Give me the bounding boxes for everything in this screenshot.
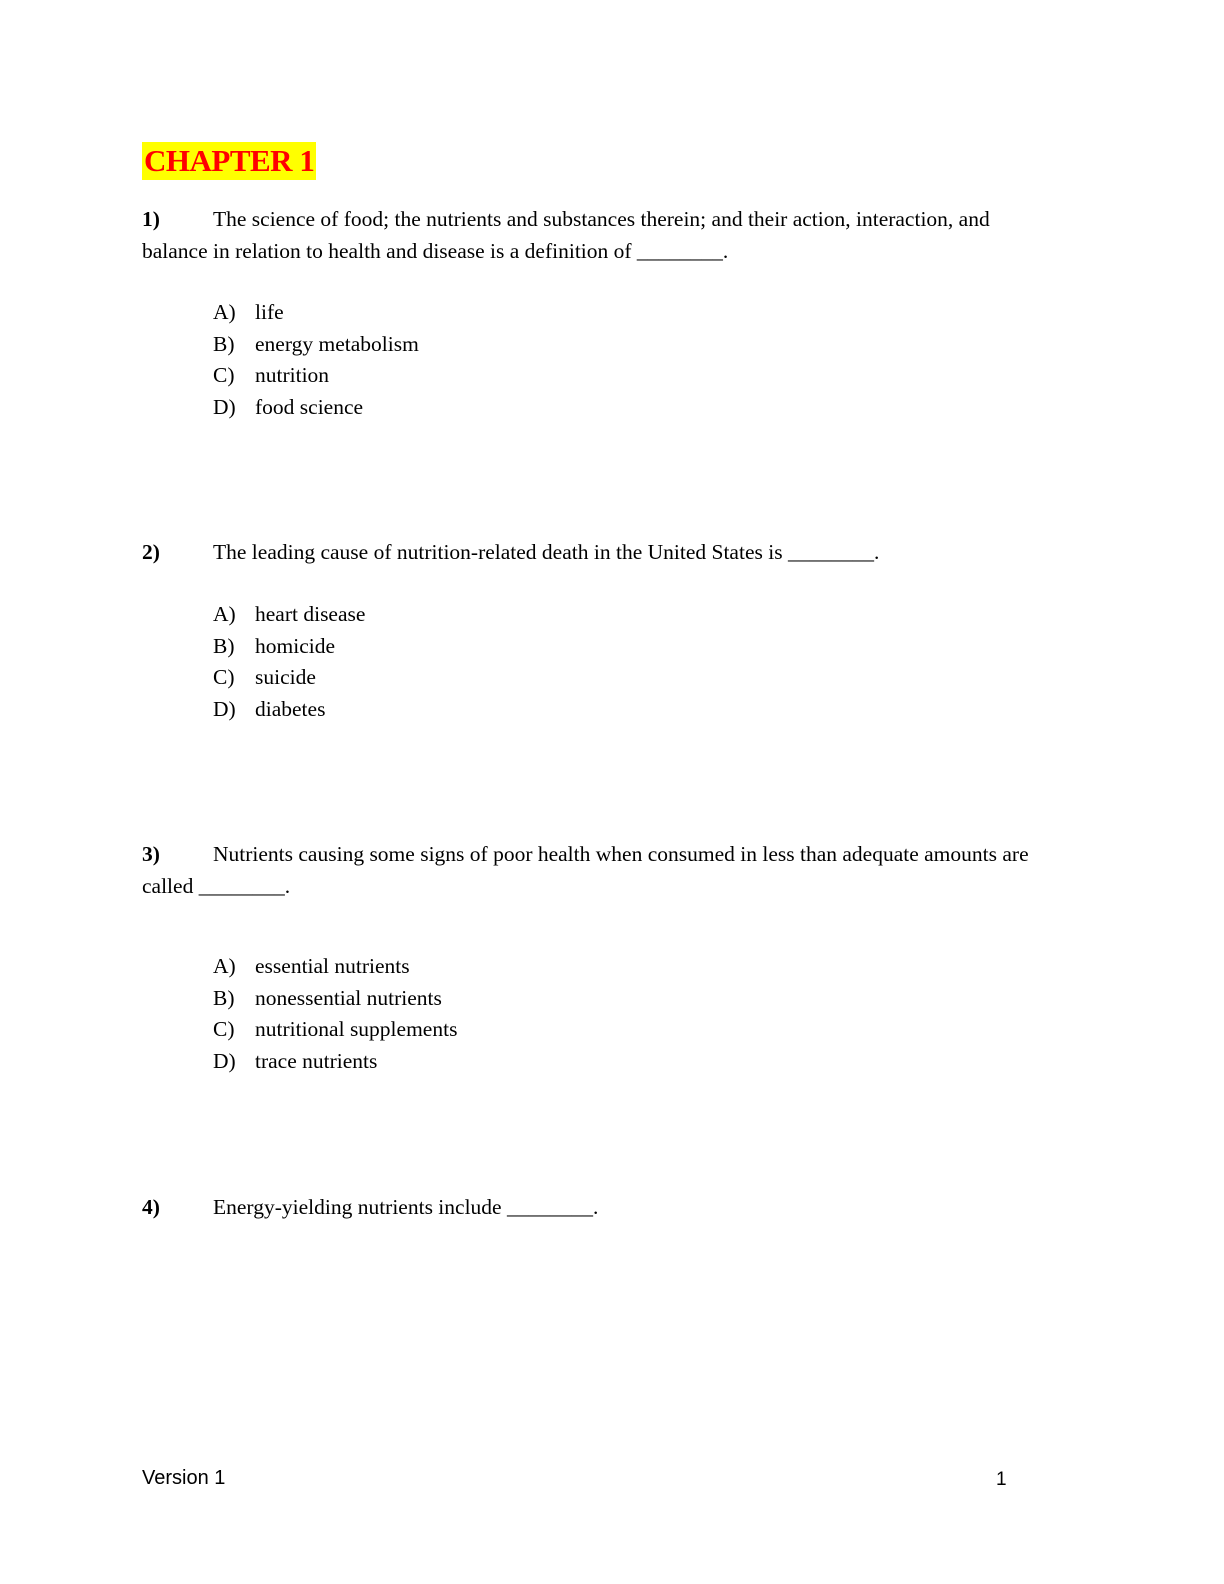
option-text: life (255, 300, 284, 324)
option-text: homicide (255, 633, 336, 658)
answer-option[interactable] (213, 662, 365, 694)
option-text: heart disease (255, 602, 366, 626)
question-number: 2) (142, 540, 160, 564)
question-text: The science of food; the nutrients and substances therein; and their action, interaction, and balance in relation to health and disease is a definition of ________. (142, 207, 990, 263)
option-letter: D) (213, 395, 236, 420)
option-letter: A) (213, 300, 236, 324)
question-text: Energy-yielding nutrients include ________. (213, 1195, 599, 1219)
answer-option[interactable] (213, 297, 419, 329)
question-number: 3) (142, 842, 160, 866)
option-text: diabetes (255, 697, 326, 722)
option-letter: C) (213, 363, 235, 388)
answer-option[interactable] (213, 329, 419, 361)
question-4 (142, 1191, 1042, 1223)
option-letter: D) (213, 697, 236, 722)
answer-option[interactable] (213, 392, 419, 424)
question-number: 4) (142, 1195, 160, 1219)
answer-options-2 (213, 599, 365, 726)
option-text: nutritional supplements (255, 1017, 458, 1042)
question-3 (142, 838, 1042, 902)
option-letter: A) (213, 954, 236, 978)
option-text: suicide (255, 665, 316, 690)
option-text: food science (255, 395, 364, 420)
answer-option[interactable] (213, 599, 365, 631)
option-letter: D) (213, 1049, 236, 1074)
option-text: trace nutrients (255, 1049, 378, 1074)
option-letter: C) (213, 665, 235, 690)
option-text: energy metabolism (255, 331, 419, 356)
option-letter: A) (213, 602, 236, 626)
question-2 (142, 536, 1042, 568)
answer-options-1 (213, 297, 419, 424)
answer-option[interactable] (213, 983, 457, 1015)
answer-option[interactable] (213, 360, 419, 392)
answer-option[interactable] (213, 1046, 457, 1078)
answer-options-3 (213, 951, 457, 1078)
option-text: nonessential nutrients (255, 985, 442, 1010)
option-text: nutrition (255, 363, 330, 388)
footer-page-number: 1 (996, 1469, 1007, 1490)
question-1 (142, 203, 1042, 267)
footer-version: Version 1 (142, 1467, 226, 1489)
option-letter: B) (213, 331, 235, 356)
option-letter: C) (213, 1017, 235, 1042)
answer-option[interactable] (213, 631, 365, 663)
question-text: The leading cause of nutrition-related death in the United States is ________. (213, 540, 880, 564)
answer-option[interactable] (213, 694, 365, 726)
answer-option[interactable] (213, 951, 457, 983)
option-letter: B) (213, 633, 235, 658)
question-number: 1) (142, 207, 160, 231)
chapter-title: CHAPTER 1 (144, 143, 315, 178)
answer-option[interactable] (213, 1014, 457, 1046)
question-text: Nutrients causing some signs of poor health when consumed in less than adequate amounts are called ________. (142, 842, 1029, 898)
option-letter: B) (213, 985, 235, 1010)
option-text: essential nutrients (255, 954, 410, 978)
